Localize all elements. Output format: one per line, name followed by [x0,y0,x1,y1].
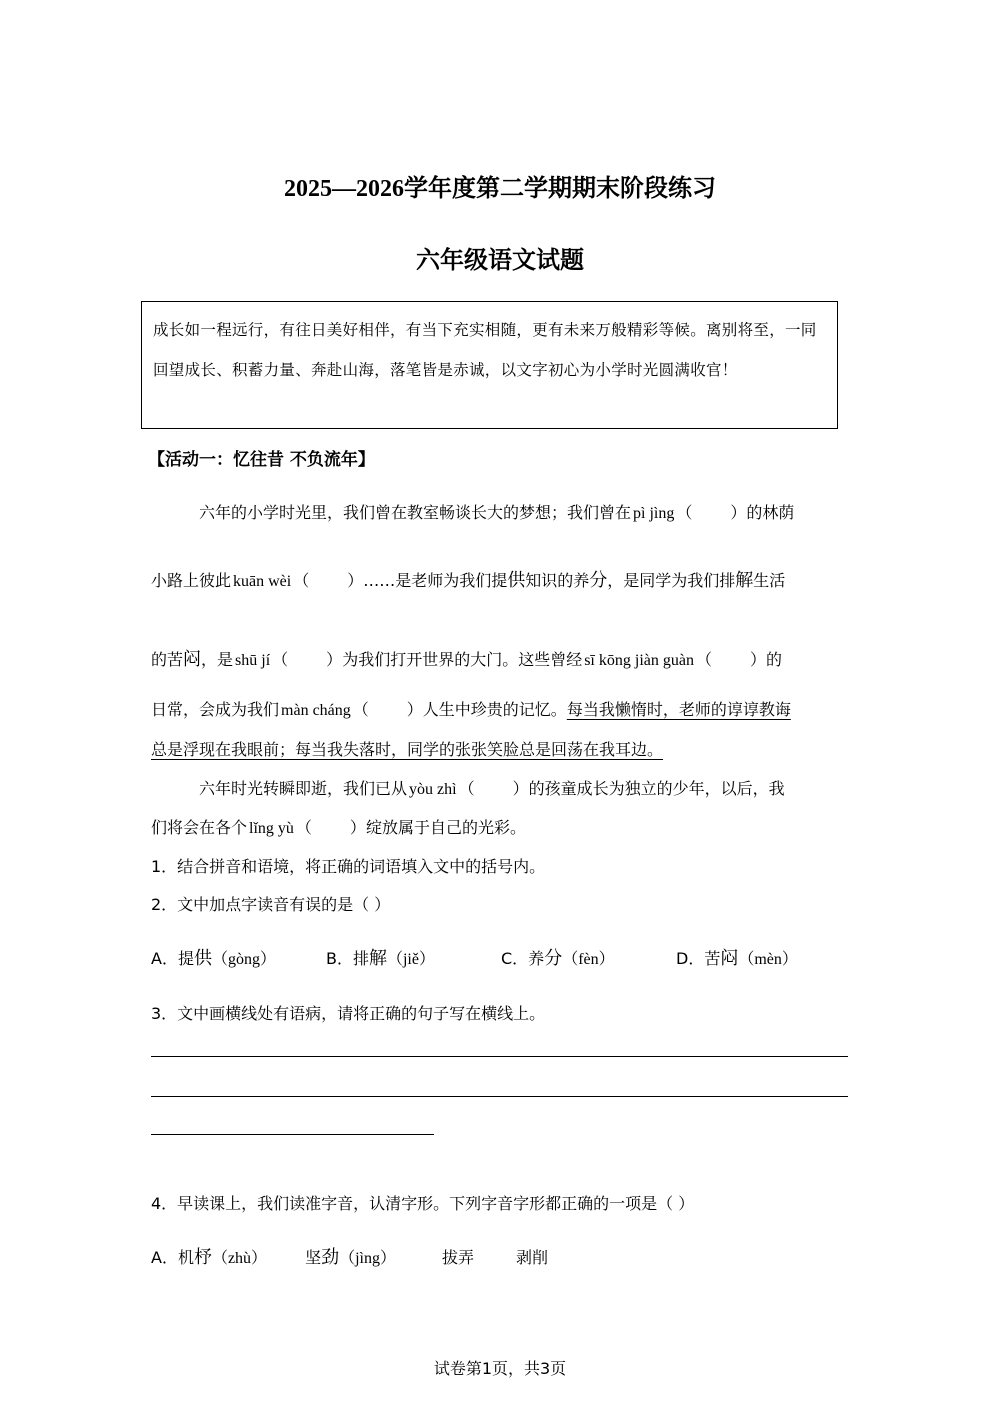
question-4-option-a[interactable] [151,1243,548,1269]
passage-text: 小路上彼此 [151,571,232,590]
intro-box: 成长如一程远行，有往日美好相伴，有当下充实相随，更有未来万般精彩等候。离别将至，一同回望成长、积蓄力量、奔赴山海，落笔皆是赤诚，以文字初心为小学时光圆满收官！ [141,301,838,429]
paren: ） [512,779,529,798]
passage-text: 的孩童成长为独立的少年，以后，我 [528,779,785,798]
paren: （ [352,700,369,719]
passage-text: 为我们打开世界的大门。这些曾经 [342,650,583,669]
dotted-char: 供 [193,948,212,969]
passage-line-2 [151,566,785,592]
pinyin: pì jìng [633,505,675,522]
activity-heading: 【活动一：忆往昔 不负流年】 [148,450,375,470]
dotted-char: 杼 [193,1247,212,1268]
answer-line[interactable] [151,1096,848,1097]
pinyin: sī kōng jiàn guàn [584,652,694,669]
passage-text: 知识的养 [525,571,590,590]
pinyin: （gòng） [211,951,276,968]
passage-line-4 [151,697,791,720]
exam-title: 2025—2026学年度第二学期期末阶段练习 [284,176,716,202]
paren: ） [730,503,747,522]
paren: ） [406,700,423,719]
underlined-sentence: 总是浮现在我眼前；每当我失落时，同学的张张笑脸总是回荡在我耳边。 [151,740,664,759]
option-label: C．养 [501,949,545,968]
question-4: 4．早读课上，我们读准字音，认清字形。下列字音字形都正确的一项是（ ） [151,1194,695,1213]
paren: ） [349,818,366,837]
pinyin: （fèn） [562,951,615,968]
paren: （ [458,779,475,798]
pinyin: （mèn） [738,951,798,968]
dotted-char: 解 [735,570,754,591]
dotted-char: 供 [507,570,526,591]
question-2: 2．文中加点字读音有误的是（ ） [151,895,391,914]
paren: ） [326,650,343,669]
paren: （ [295,818,312,837]
paren: ） [347,571,364,590]
passage-text: 人生中珍贵的记忆。 [422,700,567,719]
dotted-char: 分 [544,948,563,969]
passage-line-3 [151,645,782,671]
pinyin: （zhù） [211,1250,268,1267]
page-footer: 试卷第1页，共3页 [433,1359,567,1378]
pinyin: yòu zhì [409,781,457,798]
passage-text: 的林荫 [746,503,795,522]
option-c[interactable] [501,944,676,970]
paren: （ [272,650,289,669]
passage-text: 们将会在各个 [151,818,248,837]
paren: ） [749,650,766,669]
pinyin: shū jí [235,652,271,669]
dotted-char: 闷 [183,649,202,670]
passage-text: 六年的小学时光里，我们曾在教室畅谈长大的梦想；我们曾在 [199,503,632,522]
dotted-char: 分 [589,570,608,591]
passage-text: ，是 [201,650,234,669]
question-1: 1．结合拼音和语境，将正确的词语填入文中的括号内。 [151,857,546,876]
word: 拔弄 [441,1248,474,1267]
pinyin: （jìng） [339,1250,396,1267]
option-label: B．排 [326,949,369,968]
paren: （ [695,650,712,669]
underlined-sentence: 每当我懒惰时，老师的谆谆教诲 [566,700,791,719]
paren: （ [676,503,693,522]
passage-text: 绽放属于自己的光彩。 [365,818,526,837]
pinyin: lǐng yù [249,820,294,837]
passage-text: ，是同学为我们排 [607,571,736,590]
question-3: 3．文中画横线处有语病，请将正确的句子写在横线上。 [151,1004,546,1023]
pinyin: （jiě） [386,951,435,968]
word: 剥削 [516,1248,549,1267]
question-2-options [151,944,798,970]
option-label: A．提 [151,949,194,968]
dotted-char: 解 [368,948,387,969]
pinyin: màn cháng [281,702,351,719]
option-a[interactable] [151,944,326,970]
pinyin: kuān wèi [233,573,292,590]
exam-subtitle: 六年级语文试题 [416,246,584,274]
passage-line-1 [199,500,794,523]
passage-line-5 [151,737,663,760]
answer-line[interactable] [151,1134,434,1135]
dotted-char: 劲 [321,1247,340,1268]
passage-line-7 [151,815,526,838]
passage-text: 生活 [753,571,786,590]
option-label: A．机 [151,1248,194,1267]
word: 坚 [305,1248,322,1267]
dotted-char: 闷 [720,948,739,969]
option-d[interactable] [676,944,798,970]
passage-text: 的 [766,650,783,669]
passage-text: ……是老师为我们提 [363,571,508,590]
passage-line-6 [199,776,785,799]
answer-line[interactable] [151,1056,848,1057]
option-label: D．苦 [676,949,721,968]
option-b[interactable] [326,944,501,970]
passage-text: 日常，会成为我们 [151,700,280,719]
passage-text: 六年时光转瞬即逝，我们已从 [199,779,408,798]
passage-text: 的苦 [151,650,184,669]
paren: （ [293,571,310,590]
